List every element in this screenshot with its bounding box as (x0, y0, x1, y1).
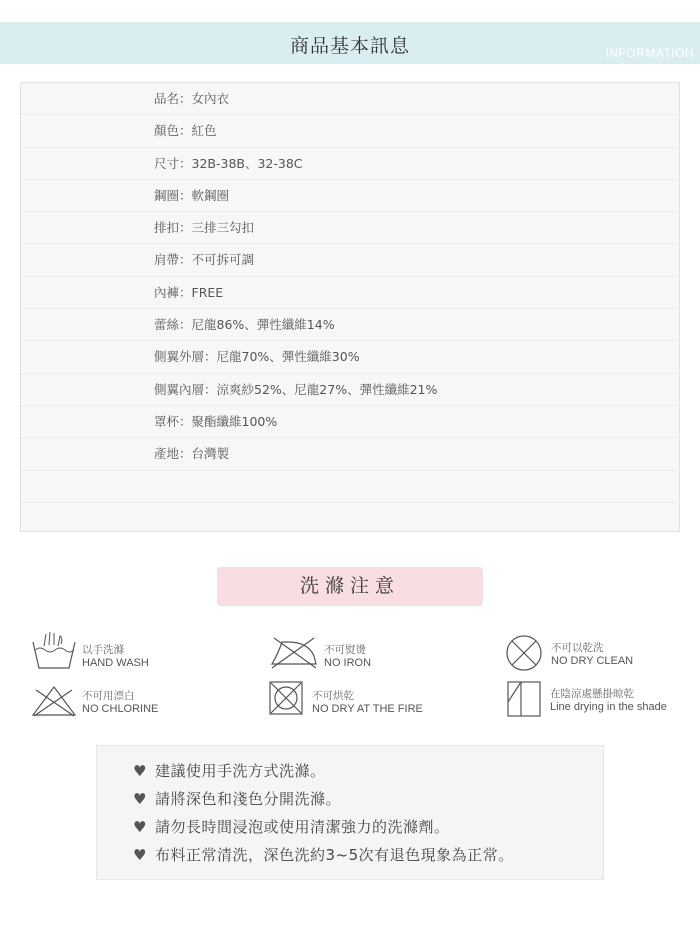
care-title: 洗滌注意 (217, 567, 483, 606)
product-info-table (20, 82, 680, 532)
no-dry-clean-icon (505, 634, 543, 672)
info-row: 排扣：三排三勾扣 (21, 212, 679, 244)
care-item-no-dry-clean (505, 634, 685, 674)
info-row: 產地：台灣製 (21, 438, 679, 470)
info-row: 鋼圈：軟鋼圈 (21, 180, 679, 212)
care-label-en: NO DRY AT THE FIRE (312, 703, 423, 715)
no-iron-icon (268, 634, 320, 670)
care-notes-box (96, 745, 604, 880)
care-label-en: HAND WASH (82, 657, 149, 669)
info-row: 蕾絲：尼龍86%、彈性纖維14% (21, 309, 679, 341)
line-dry-shade-icon (506, 680, 542, 718)
info-row: 顏色：紅色 (21, 115, 679, 147)
heart-icon: ♥ (133, 762, 147, 780)
note-item (133, 760, 325, 781)
care-label-zh: 以手洗滌 (82, 644, 124, 656)
care-item-hand-wash (30, 630, 190, 670)
note-item (133, 844, 514, 865)
care-label-zh: 不可熨燙 (324, 644, 366, 656)
heart-icon: ♥ (133, 818, 147, 836)
care-item-no-tumble-dry (268, 680, 438, 720)
note-item (133, 816, 449, 837)
info-row: 側翼內層：涼爽紗52%、尼龍27%、彈性纖維21% (21, 374, 679, 406)
heart-icon: ♥ (133, 790, 147, 808)
care-item-no-iron (268, 634, 428, 674)
care-item-no-chlorine (30, 684, 190, 720)
care-label-zh: 不可用漂白 (82, 690, 135, 702)
info-row-empty (21, 471, 679, 503)
info-row: 罩杯：聚酯纖維100% (21, 406, 679, 438)
info-row: 尺寸：32B-38B、32-38C (21, 148, 679, 180)
care-label-zh: 在陰涼處懸掛晾乾 (550, 688, 634, 700)
care-label-en: NO DRY CLEAN (551, 655, 634, 667)
care-label-zh: 不可以乾洗 (551, 642, 604, 654)
note-text: 請勿長時間浸泡或使用清潔強力的洗滌劑。 (154, 818, 450, 836)
info-row: 內褲：FREE (21, 277, 679, 309)
no-tumble-dry-icon (268, 680, 304, 716)
note-text: 布料正常清洗，深色洗約3~5次有退色現象為正常。 (154, 846, 514, 864)
care-label-en: NO IRON (324, 657, 372, 669)
heart-icon: ♥ (133, 846, 147, 864)
info-row: 肩帶：不可拆可調 (21, 244, 679, 276)
no-chlorine-icon (30, 684, 78, 718)
info-row: 品名：女內衣 (21, 83, 679, 115)
note-text: 請將深色和淺色分開洗滌。 (154, 790, 341, 808)
care-label-en: Line drying in the shade (550, 701, 667, 713)
care-label-en: NO CHLORINE (82, 703, 159, 715)
section-title: 商品基本訊息 (289, 35, 410, 57)
care-item-line-dry-shade (506, 680, 696, 720)
note-item (133, 788, 341, 809)
section-subtitle: INFORMATION (605, 46, 694, 60)
care-label-zh: 不可烘乾 (312, 690, 354, 702)
note-text: 建議使用手洗方式洗滌。 (154, 762, 326, 780)
hand-wash-icon (30, 630, 78, 670)
info-row: 側翼外層：尼龍70%、彈性纖維30% (21, 341, 679, 373)
info-row-empty (21, 503, 679, 535)
